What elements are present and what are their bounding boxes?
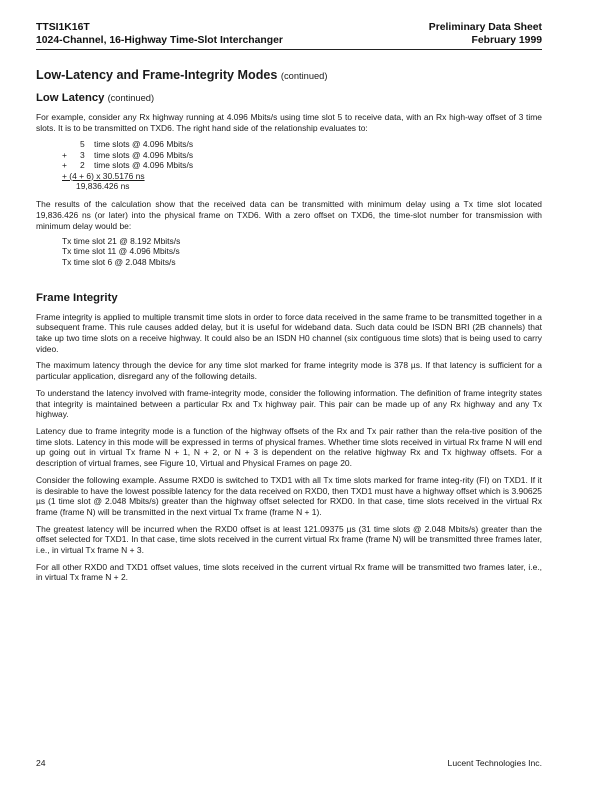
footer-company: Lucent Technologies Inc. — [447, 758, 542, 768]
subsection-title-text: Low Latency — [36, 92, 105, 104]
frame-integrity-paragraph: To understand the latency involved with frame-integrity mode, consider the following information. The definition of frame integrity states that integrity is maintained between a particular Rx and Tx highway pair. This pair can be made up of any Rx highway and any Tx highway. — [36, 387, 542, 420]
header-rule — [36, 49, 542, 50]
subsection-title — [36, 92, 542, 104]
calc-text: time slots @ 4.096 Mbits/s — [94, 160, 194, 171]
frame-integrity-paragraph: Latency due to frame integrity mode is a function of the highway offsets of the Rx and Tx pair rather than the rela-tive position of the time slots. Latency in this mode will be expressed in terms of physical frames. Whether time slots received in virtual Rx frame N will end up going out in virtual Tx frame N + 1, N + 2, or N + 3 is dependent on the relative highway Rx and Tx highway offsets. For a description of virtual frames, see Figure 10, Virtual and Physical Frames on page 20. — [36, 425, 542, 469]
doc-type: Preliminary Data Sheet — [428, 22, 542, 33]
page — [36, 22, 542, 583]
frame-integrity-title: Frame Integrity — [36, 291, 118, 304]
tx-slot-item: Tx time slot 21 @ 8.192 Mbits/s — [62, 235, 181, 246]
low-latency-intro: For example, consider any Rx highway running at 4.096 Mbits/s using time slot 5 to receive data, with an Rx high-way offset of 3 time slots. It is to be transmitted on TXD6. The right hand side of the relationship evaluates to: — [36, 112, 542, 133]
calc-row — [62, 160, 542, 170]
calc-num: 3 — [80, 149, 85, 160]
calc-total-row — [62, 171, 542, 181]
doc-date: February 1999 — [471, 34, 542, 46]
calc-num: 2 — [80, 160, 85, 171]
calc-total-expression: + (4 + 6) x 30.5176 ns — [62, 170, 145, 181]
header-left — [36, 22, 283, 47]
page-header — [36, 22, 542, 47]
calc-result: 19,836.426 ns — [76, 181, 130, 192]
page-footer — [36, 758, 542, 768]
calc-num: 5 — [80, 139, 85, 150]
calc-op — [62, 139, 80, 149]
product-subtitle: 1024-Channel, 16-Highway Time-Slot Interchanger — [36, 34, 283, 46]
section-title-note: (continued) — [280, 71, 328, 81]
product-name: TTSI1K16T — [36, 22, 90, 33]
calc-text: time slots @ 4.096 Mbits/s — [94, 139, 194, 150]
section-title — [36, 68, 542, 82]
tx-slot-item: Tx time slot 11 @ 4.096 Mbits/s — [62, 246, 180, 257]
frame-integrity-paragraph: Consider the following example. Assume RXD0 is switched to TXD1 with all Tx time slots marked for frame integ-rity (FI) on TXD1. If it is desirable to have the lowest possible latency for the data received on RXD0, then TXD1 must have a highway offset which is 3.90625 µs (1 time slot @ 2.048 Mbits/s) greater than the highway offset selected for RXD0. In that case, time slots received in the virtual Rx frame (frame N) will be transmitted in the next virtual Tx frame (frame N + 1). — [36, 474, 542, 517]
header-right — [429, 22, 542, 47]
frame-integrity-paragraph: The greatest latency will be incurred when the RXD0 offset is at least 121.09375 µs (31 time slots @ 2.048 Mbits/s) greater than the offset selected for TXD1. In that case, time slots received in the current virtual Rx frame (frame N) will be transmitted three frames later, i.e., in virtual Tx frame N + 3. — [36, 523, 542, 556]
page-number: 24 — [36, 758, 46, 768]
calc-row — [62, 139, 542, 149]
subsection-title-note: (continued) — [107, 93, 155, 103]
after-calc-paragraph: The results of the calculation show that the received data can be transmitted with minimum delay using a Tx time slot located 19,836.426 ns (or later) into the physical frame on TXD6. With a zero offset on TXD6, the time-slot number for transmission with minimum delay would be: — [36, 199, 542, 231]
frame-integrity-paragraph: The maximum latency through the device for any time slot marked for frame integrity mode is 378 µs. If that latency is sufficient for a particular application, disregard any of the following details. — [36, 360, 542, 382]
calc-op: + — [62, 149, 67, 160]
calc-row — [62, 150, 542, 160]
calc-op: + — [62, 160, 67, 171]
calc-result-row — [62, 181, 542, 191]
calculation-block — [62, 139, 542, 191]
tx-slot-item: Tx time slot 6 @ 2.048 Mbits/s — [62, 256, 176, 267]
calc-text: time slots @ 4.096 Mbits/s — [94, 149, 194, 160]
section-title-text: Low-Latency and Frame-Integrity Modes — [36, 68, 278, 82]
frame-integrity-paragraph: Frame integrity is applied to multiple transmit time slots in order to force data received in the same frame to be transmitted together in a subsequent frame. This rule causes added delay, but it is useful for wideband data. Such data could be ISDN BRI (2B channels) that take up two time slots on a receive highway. It could also be an ISDN H0 channel (six contiguous time slots) that is being used to carry video. — [36, 311, 542, 354]
tx-slot-list — [62, 236, 542, 268]
frame-integrity-paragraph: For all other RXD0 and TXD1 offset values, time slots received in the current virtual Rx frame will be transmitted two frames later, i.e., in virtual Tx frame N + 2. — [36, 561, 542, 583]
